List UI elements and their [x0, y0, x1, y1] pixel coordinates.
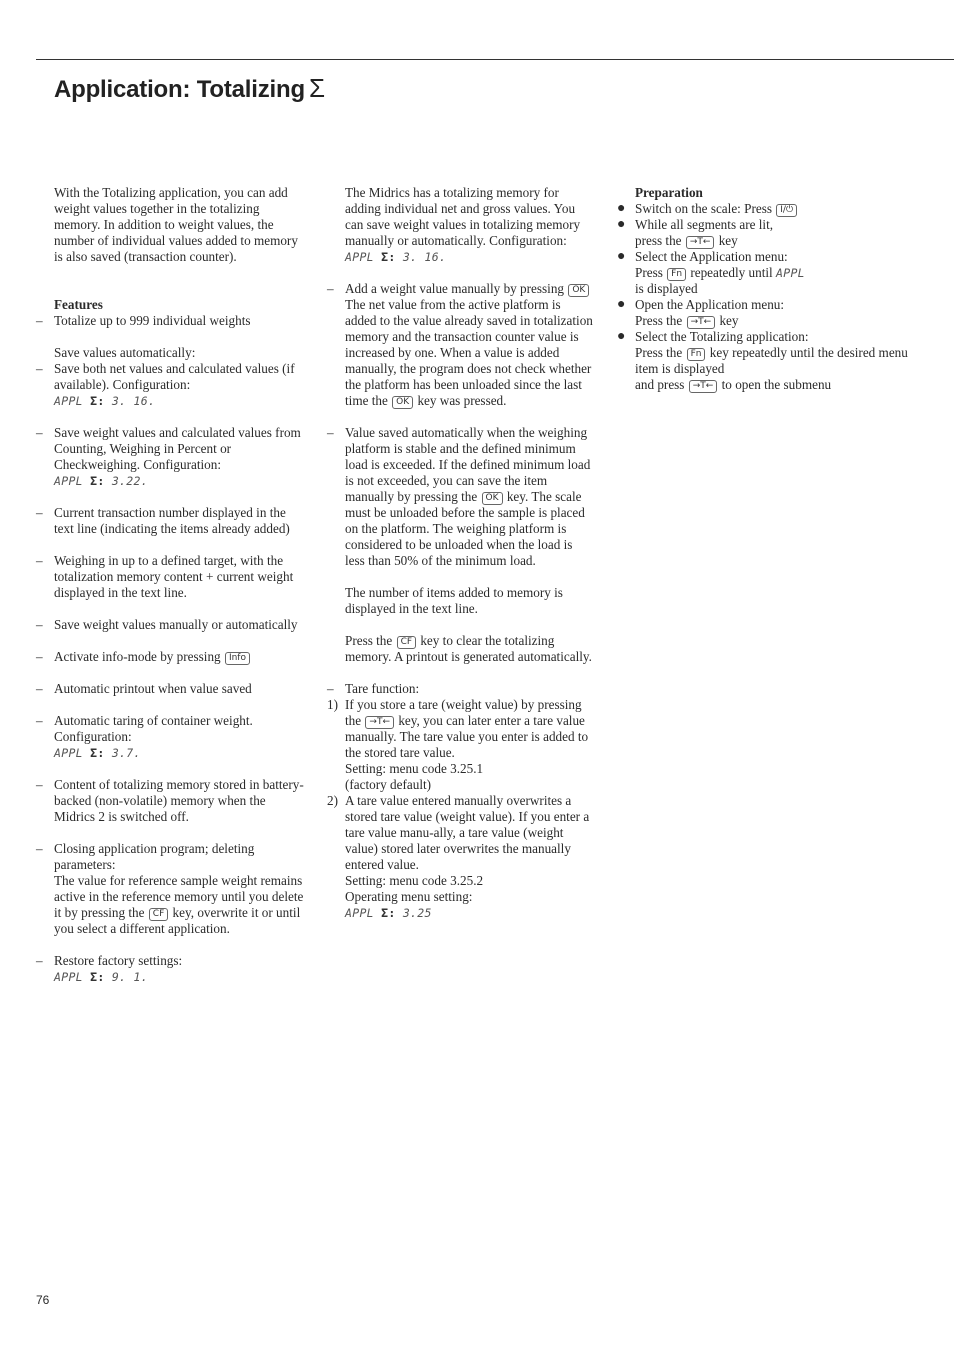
sigma-icon: Σ: [308, 73, 325, 103]
feature-item: – Closing application program; deleting parameters: The value for reference sample weight remains active in the reference memory until you delete it by pressing the CF key, overwrite it or until you select a different application.: [36, 841, 304, 936]
display-code: APPL: [776, 266, 805, 280]
feature-item: – Weighing in up to a defined target, with the totalization memory content + current weight displayed in the text line.: [36, 553, 294, 600]
column-preparation: [617, 185, 917, 393]
feature-subheading: Save values automatically:: [54, 345, 196, 360]
display-code: APPL Σ: 3.7.: [54, 746, 141, 760]
feature-item: – Save both net values and calculated values (if available). Configuration: APPL Σ: 3. 16.: [36, 361, 295, 408]
tare-option-1: 1) If you store a tare (weight value) by pressing the →T← key, you can later enter a tare value manually. The tare value you enter is added to the stored tare value. Setting: menu code 3.25.1 (factory default): [327, 697, 589, 792]
count-note: The number of items added to memory is displayed in the text line.: [345, 585, 563, 616]
intro-text: With the Totalizing application, you can add weight values together in the totalizing memory. In addition to weight values, the number of individual values added to memory is also saved (transaction counter).: [54, 185, 298, 264]
preparation-step: ● Switch on the scale: Press I/⏻: [617, 201, 917, 217]
bullet-icon: ●: [617, 201, 626, 216]
info-key-icon: Info: [225, 652, 250, 665]
cf-key-icon: CF: [149, 908, 168, 921]
features-heading: Features: [54, 297, 103, 312]
preparation-step: ● While all segments are lit, press the →T← key: [617, 217, 774, 248]
tare-key-icon: →T←: [686, 236, 715, 249]
tare-item: – Tare function:: [327, 681, 420, 696]
manual-add-item: – Add a weight value manually by pressing OK The net value from the active platform is added to the value already saved in totalization memory and the transaction counter value is increased by one. When a value is added manually, the program does not check whether the platform has been unloaded since the last time the OK key was pressed.: [327, 281, 593, 408]
display-code: APPL Σ: 3.25: [345, 906, 432, 920]
page-title: Application: Totalizing Σ: [54, 73, 325, 103]
auto-save-item: – Value saved automatically when the weighing platform is stable and the defined minimum load is exceeded. If the defined minimum load is not exceeded, you can save the item manually by pressing the OK key. The scale must be unloaded before the sample is placed on the platform. The weighing platform is considered to be unloaded when the load is less than 50% of the minimum load.: [327, 425, 591, 568]
preparation-step: ● Select the Totalizing application: Press the Fn key repeatedly until the desired menu item is displayed and press →T← to open the submenu: [617, 329, 908, 392]
feature-item: – Save weight values and calculated values from Counting, Weighing in Percent or Checkweighing. Configuration: APPL Σ: 3.22.: [36, 425, 301, 488]
feature-item: – Restore factory settings: APPL Σ: 9. 1.: [36, 953, 183, 984]
bullet-icon: ●: [617, 329, 626, 344]
column-memory: [327, 185, 595, 921]
feature-item: – Totalize up to 999 individual weights: [36, 313, 251, 328]
display-code: APPL Σ: 3. 16.: [54, 394, 156, 408]
display-code: APPL Σ: 3. 16.: [345, 250, 447, 264]
feature-item: – Current transaction number displayed in the text line (indicating the items already added): [36, 505, 290, 536]
bullet-icon: ●: [617, 297, 626, 312]
display-code: APPL Σ: 3.22.: [54, 474, 148, 488]
clear-note: Press the CF key to clear the totalizing memory. A printout is generated automatically.: [345, 633, 592, 664]
tare-key-icon: →T←: [687, 316, 716, 329]
column-features: [36, 185, 304, 985]
tare-key-icon: →T←: [365, 716, 394, 729]
header-rule: [36, 59, 954, 60]
display-code: APPL Σ: 9. 1.: [54, 970, 148, 984]
preparation-step: ● Select the Application menu: Press Fn repeatedly until APPL is displayed: [617, 249, 805, 296]
feature-item: – Content of totalizing memory stored in battery-backed (non-volatile) memory when the Midrics 2 is switched off.: [36, 777, 304, 824]
ok-key-icon: OK: [392, 396, 413, 409]
bullet-icon: ●: [617, 249, 626, 264]
feature-item: – Automatic printout when value saved: [36, 681, 252, 696]
cf-key-icon: CF: [397, 636, 416, 649]
page-number: 76: [36, 1293, 50, 1307]
fn-key-icon: Fn: [687, 348, 706, 361]
tare-option-2: 2) A tare value entered manually overwrites a stored tare value (weight value). If you enter a tare value manu-ally, a tare value (weight value) stored later overwrites the manually entered value. Setting: menu code 3.25.2 Operating menu setting: APPL Σ: 3.25: [327, 793, 590, 920]
ok-key-icon: OK: [568, 284, 589, 297]
power-key-icon: I/⏻: [776, 204, 797, 217]
preparation-heading: Preparation: [635, 185, 703, 200]
preparation-step: ● Open the Application menu: Press the →T← key: [617, 297, 785, 328]
bullet-icon: ●: [617, 217, 626, 232]
fn-key-icon: Fn: [667, 268, 686, 281]
feature-item: – Automatic taring of container weight. Configuration: APPL Σ: 3.7.: [36, 713, 253, 760]
memory-intro: The Midrics has a totalizing memory for adding individual net and gross values. You can save weight values in totalizing memory manually or automatically. Configuration: APPL Σ: 3. 16.: [345, 185, 581, 264]
feature-item: – Activate info-mode by pressing Info: [36, 649, 304, 665]
tare-key-icon: →T←: [689, 380, 718, 393]
feature-item: – Save weight values manually or automatically: [36, 617, 298, 632]
ok-key-icon: OK: [482, 492, 503, 505]
